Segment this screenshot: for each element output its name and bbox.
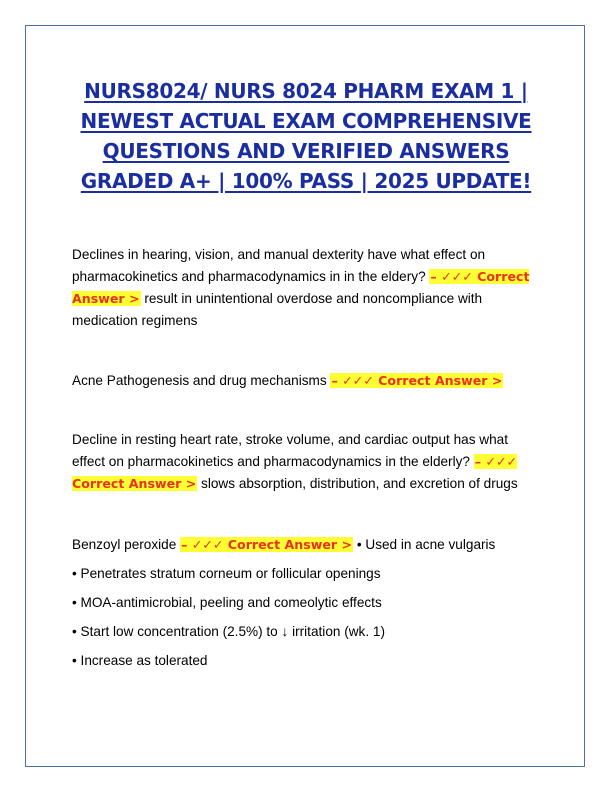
question-text: Decline in resting heart rate, stroke volume, and cardiac output has what effect on pharmacokinetics and pharmacodynamics in the elderly? <box>72 432 508 469</box>
question-text: Declines in hearing, vision, and manual dexterity have what effect on pharmacokinetics and pharmacodynamics in in the eldery? <box>72 247 486 284</box>
qa-item <box>72 244 542 332</box>
bullet-item: • MOA-antimicrobial, peeling and comeolytic effects <box>72 595 382 610</box>
answer-text: result in unintentional overdose and noncompliance with medication regimens <box>72 291 483 328</box>
correct-answer-marker: – ✓✓✓ Correct Answer > <box>72 454 518 491</box>
bullet-item: • Start low concentration (2.5%) to ↓ irritation (wk. 1) <box>72 624 385 639</box>
document-title <box>60 76 552 196</box>
title-line: NEWEST ACTUAL EXAM COMPREHENSIVE <box>80 109 532 133</box>
correct-answer-marker: – ✓✓✓ Correct Answer > <box>72 269 530 306</box>
qa-item <box>72 370 542 392</box>
question-text: Benzoyl peroxide <box>72 537 177 552</box>
qa-item <box>72 534 542 556</box>
question-text: Acne Pathogenesis and drug mechanisms <box>72 373 327 388</box>
answer-text: • Used in acne vulgaris <box>356 537 496 552</box>
bullet-item: • Increase as tolerated <box>72 653 208 668</box>
title-line: QUESTIONS AND VERIFIED ANSWERS <box>102 139 510 163</box>
correct-answer-marker: – ✓✓✓ Correct Answer > <box>331 373 503 388</box>
title-line: NURS8024/ NURS 8024 PHARM EXAM 1 | <box>84 79 528 103</box>
qa-item <box>72 429 542 495</box>
correct-answer-marker: – ✓✓✓ Correct Answer > <box>181 537 353 552</box>
document-body <box>72 244 542 672</box>
title-line: GRADED A+ | 100% PASS | 2025 UPDATE! <box>80 169 532 193</box>
answer-text: slows absorption, distribution, and excretion of drugs <box>201 476 518 491</box>
bullet-item: • Penetrates stratum corneum or follicular openings <box>72 566 381 581</box>
